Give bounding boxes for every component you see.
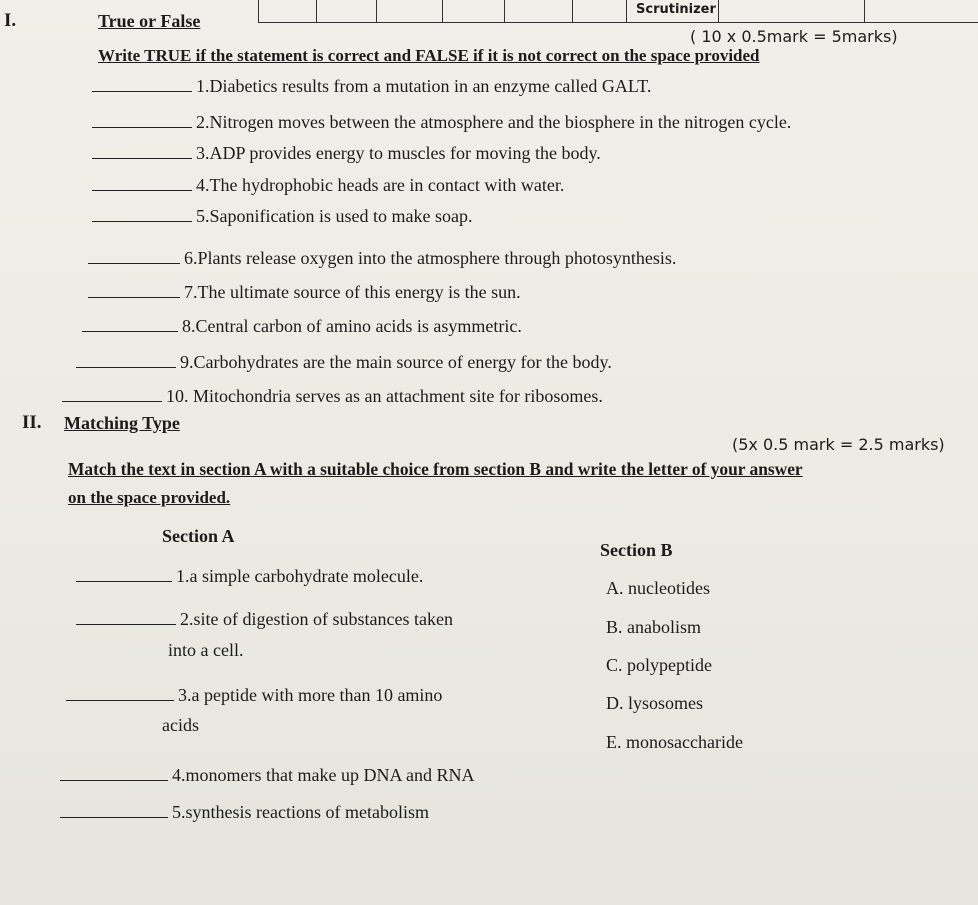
section2-marks: (5x 0.5 mark = 2.5 marks) — [732, 435, 945, 454]
grid-cell — [376, 0, 377, 22]
tf-item-text: 4.The hydrophobic heads are in contact with water. — [196, 175, 565, 195]
tf-item — [88, 248, 676, 269]
answer-blank[interactable] — [76, 610, 176, 625]
tf-item — [62, 386, 603, 407]
section1-title: True or False — [98, 11, 201, 31]
grid-cell — [258, 0, 259, 22]
tf-item-text: 7.The ultimate source of this energy is the sun. — [184, 282, 521, 302]
answer-blank[interactable] — [62, 387, 162, 402]
score-grid — [258, 0, 978, 23]
section2-instruction-line1: Match the text in section A with a suitable choice from section B and write the letter of your answer — [68, 459, 803, 479]
grid-cell — [626, 0, 627, 22]
match-item — [60, 802, 429, 823]
tf-item — [82, 316, 522, 337]
answer-blank[interactable] — [92, 77, 192, 92]
tf-item — [76, 352, 612, 373]
answer-blank[interactable] — [92, 113, 192, 128]
grid-cell — [572, 0, 573, 22]
answer-blank[interactable] — [60, 803, 168, 818]
answer-blank[interactable] — [92, 207, 192, 222]
tf-item-text: 5.Saponification is used to make soap. — [196, 206, 473, 226]
choice-item: E. monosaccharide — [606, 732, 743, 752]
match-item — [60, 765, 474, 786]
tf-item-text: 2.Nitrogen moves between the atmosphere and the biosphere in the nitrogen cycle. — [196, 112, 792, 132]
tf-item-text: 8.Central carbon of amino acids is asymmetric. — [182, 316, 522, 336]
answer-blank[interactable] — [66, 686, 174, 701]
tf-item-text: 1.Diabetics results from a mutation in an enzyme called GALT. — [196, 76, 652, 96]
section1-number: I. — [4, 10, 17, 31]
grid-cell — [718, 0, 719, 22]
scrutinizer-label: Scrutinizer — [636, 2, 716, 17]
match-item — [76, 566, 423, 587]
answer-blank[interactable] — [92, 176, 192, 191]
match-item — [76, 609, 453, 630]
match-item — [66, 685, 442, 706]
choice-item: D. lysosomes — [606, 693, 704, 713]
tf-item — [92, 206, 472, 227]
match-item-text: 5.synthesis reactions of metabolism — [172, 802, 429, 822]
answer-blank[interactable] — [60, 766, 168, 781]
tf-item — [92, 143, 601, 164]
tf-item — [92, 175, 564, 196]
section2-title: Matching Type — [64, 413, 180, 433]
answer-blank[interactable] — [76, 353, 176, 368]
answer-blank[interactable] — [76, 567, 172, 582]
grid-cell — [442, 0, 443, 22]
choice-item: B. anabolism — [606, 617, 701, 637]
section2-instruction-line2: on the space provided. — [68, 488, 231, 507]
match-item-continuation: acids — [162, 715, 199, 735]
tf-item-text: 3.ADP provides energy to muscles for moving the body. — [196, 143, 601, 163]
answer-blank[interactable] — [82, 317, 178, 332]
tf-item — [92, 76, 651, 97]
match-item-text: 2.site of digestion of substances taken — [180, 609, 453, 629]
grid-cell — [504, 0, 505, 22]
choice-item: A. nucleotides — [606, 578, 710, 598]
section-b-header: Section B — [600, 540, 673, 560]
tf-item-text: 6.Plants release oxygen into the atmosphere through photosynthesis. — [184, 248, 677, 268]
grid-cell — [316, 0, 317, 22]
section1-marks: ( 10 x 0.5mark = 5marks) — [690, 27, 898, 46]
section-a-header: Section A — [162, 526, 235, 546]
tf-item — [92, 112, 791, 133]
match-item-continuation: into a cell. — [168, 640, 244, 660]
answer-blank[interactable] — [88, 283, 180, 298]
choice-item: C. polypeptide — [606, 655, 712, 675]
tf-item-text: 10. Mitochondria serves as an attachment site for ribosomes. — [166, 386, 603, 406]
answer-blank[interactable] — [88, 249, 180, 264]
answer-blank[interactable] — [92, 144, 192, 159]
grid-cell — [864, 0, 865, 22]
section1-instruction: Write TRUE if the statement is correct and FALSE if it is not correct on the space provided — [98, 46, 760, 65]
match-item-text: 1.a simple carbohydrate molecule. — [176, 566, 424, 586]
match-item-text: 3.a peptide with more than 10 amino — [178, 685, 443, 705]
match-item-text: 4.monomers that make up DNA and RNA — [172, 765, 475, 785]
section2-number: II. — [22, 412, 42, 433]
tf-item — [88, 282, 521, 303]
tf-item-text: 9.Carbohydrates are the main source of energy for the body. — [180, 352, 612, 372]
